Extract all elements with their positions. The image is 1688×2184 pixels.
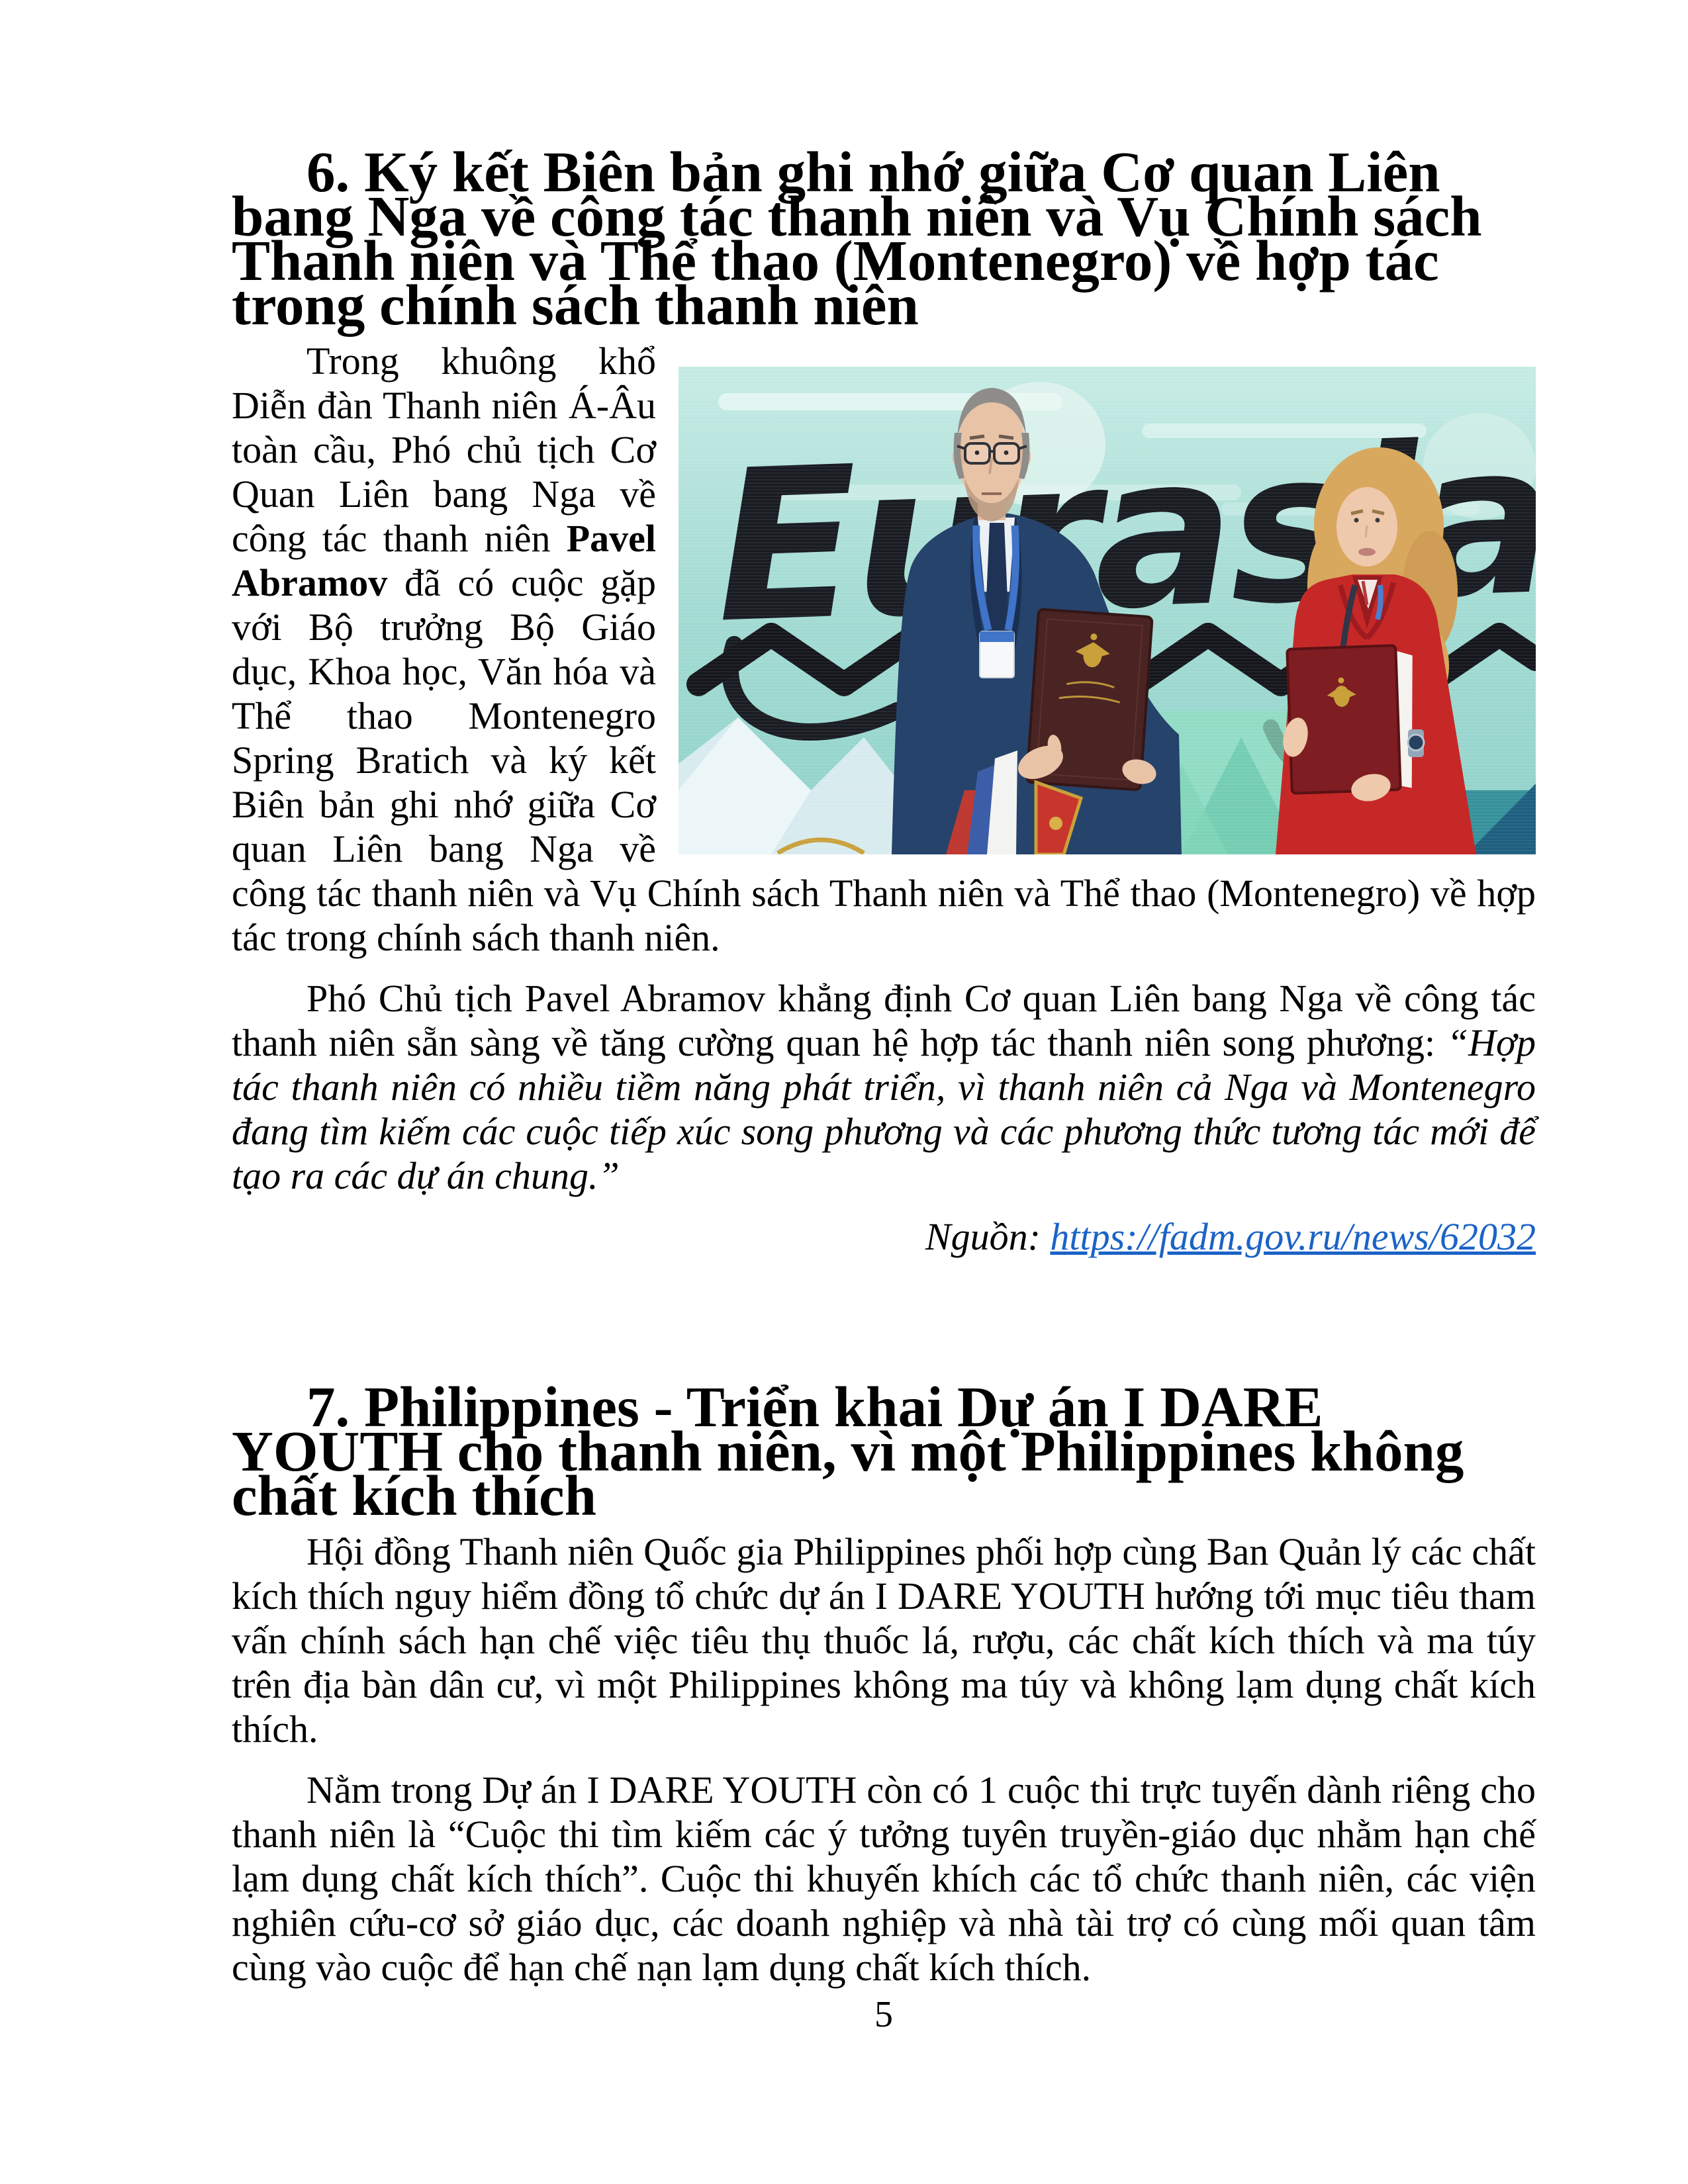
section-7-paragraph-2: Nằm trong Dự án I DARE YOUTH còn có 1 cuộc thi trực tuyến dành riêng cho thanh niên là “Cuộc thi tìm kiếm các ý tưởng tuyên truyền-giáo dục nhằm hạn chế lạm dụng chất kích thích”. Cuộc thi khuyến khích các tổ chức thanh niên, các viện nghiên cứu-cơ sở giáo dục, các doanh nghiệp và nhà tài trợ có cùng mối quan tâm cùng vào cuộc để hạn chế nạn lạm dụng chất kích thích. (232, 1768, 1536, 1989)
quote-italic: “Hợp tác thanh niên có nhiều tiềm năng phát triển, vì thanh niên cả Nga và Montenegro đang tìm kiếm các cuộc tiếp xúc song phương và các phương thức tương tác mới để tạo ra các dự án chung.” (232, 1021, 1536, 1197)
source-label: Nguồn: (925, 1215, 1051, 1258)
source-link[interactable]: https://fadm.gov.ru/news/62032 (1050, 1215, 1536, 1258)
page-content (232, 140, 1536, 2006)
woman-folder (1287, 645, 1417, 793)
signing-ceremony-photo (679, 367, 1536, 854)
section-6-heading: 6. Ký kết Biên bản ghi nhớ giữa Cơ quan Liên bang Nga về công tác thanh niên và Vụ Chính sách Thanh niên và Thể thao (Montenegro) về hợp tác trong chính sách thanh niên (232, 140, 1482, 337)
source-line (232, 1214, 1536, 1259)
bold-person-name: Pavel Abramov (232, 517, 656, 604)
section-6-paragraph-1 (232, 339, 1536, 960)
paragraph-text: Phó Chủ tịch Pavel Abramov khẳng định Cơ quan Liên bang Nga về công tác thanh niên sẵn sàng về tăng cường quan hệ hợp tác thanh niên song phương: (232, 977, 1536, 1064)
section-7-paragraph-1: Hội đồng Thanh niên Quốc gia Philippines phối hợp cùng Ban Quản lý các chất kích thích nguy hiểm đồng tổ chức dự án I DARE YOUTH hướng tới mục tiêu tham vấn chính sách hạn chế việc tiêu thụ thuốc lá, rượu, các chất kích thích và ma túy trên địa bàn dân cư, vì một Philippines không ma túy và không lạm dụng chất kích thích. (232, 1530, 1536, 1751)
paragraph-text: đã có cuộc gặp với Bộ trưởng Bộ Giáo dục, Khoa học, Văn hóa và Thể thao Montenegro Spring Bratich và ký kết Biên bản ghi nhớ giữa Cơ quan Liên bang Nga về công tác thanh niên và Vụ Chính sách Thanh niên và Thể thao (Montenegro) về hợp tác trong chính sách thanh niên. (232, 561, 1536, 959)
page-number: 5 (874, 1994, 893, 2035)
photo-illustration (679, 367, 1536, 854)
section-7-heading: 7. Philippines - Triển khai Dự án I DARE YOUTH cho thanh niên, vì một Philippines không chất kích thích (232, 1375, 1464, 1527)
section-6-paragraph-2 (232, 976, 1536, 1198)
paragraph-text: Trong khuông khổ Diễn đàn Thanh niên Á-Âu toàn cầu, Phó chủ tịch Cơ Quan Liên bang Nga về công tác thanh niên (232, 340, 656, 560)
